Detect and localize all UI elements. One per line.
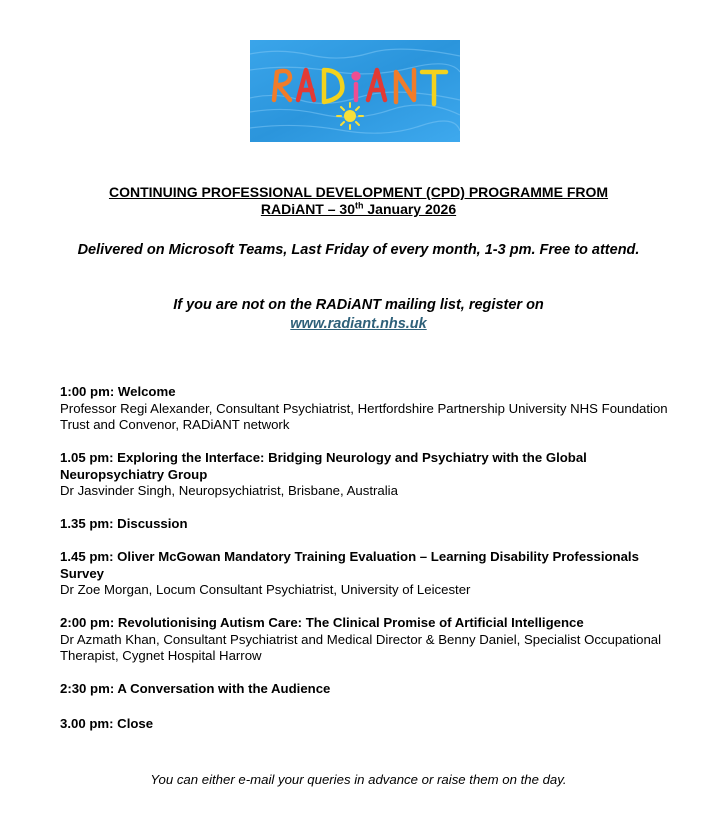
agenda-item-title: 1:00 pm: Welcome bbox=[60, 384, 176, 399]
agenda-item-title: 1.45 pm: Oliver McGowan Mandatory Training Evaluation – Learning Disability Professionals Survey bbox=[60, 549, 639, 581]
agenda-item bbox=[60, 681, 670, 698]
radiant-logo-image bbox=[250, 40, 460, 142]
heading-date-rest: January 2026 bbox=[363, 201, 457, 217]
heading-date-prefix: RADiANT – 30 bbox=[260, 201, 355, 217]
agenda-item-title: 1.35 pm: Discussion bbox=[60, 516, 188, 531]
agenda-item bbox=[60, 516, 670, 533]
register-link[interactable]: www.radiant.nhs.uk bbox=[290, 316, 427, 332]
agenda-item-title: 3.00 pm: Close bbox=[60, 716, 154, 731]
heading-date-suffix-sup: th bbox=[355, 200, 364, 211]
radiant-logo bbox=[250, 40, 460, 142]
agenda-item bbox=[60, 450, 670, 500]
footer-note: You can either e-mail your queries in advance or raise them on the day. bbox=[150, 772, 567, 787]
agenda-item-detail: Dr Zoe Morgan, Locum Consultant Psychiatrist, University of Leicester bbox=[60, 582, 471, 597]
register-note bbox=[60, 296, 657, 334]
agenda-item bbox=[60, 615, 670, 665]
register-text: If you are not on the RADiANT mailing list, register on bbox=[173, 297, 544, 313]
heading-line-2 bbox=[40, 201, 677, 218]
agenda-item-detail: Dr Jasvinder Singh, Neuropsychiatrist, Brisbane, Australia bbox=[60, 483, 398, 498]
agenda-item-title: 2:30 pm: A Conversation with the Audience bbox=[60, 681, 331, 696]
agenda-item bbox=[60, 384, 670, 434]
agenda-item-detail: Professor Regi Alexander, Consultant Psychiatrist, Hertfordshire Partnership University NHS Foundation Trust and Convenor, RADiANT network bbox=[60, 400, 668, 432]
agenda-item-title: 2:00 pm: Revolutionising Autism Care: The Clinical Promise of Artificial Intelligence bbox=[60, 615, 584, 630]
heading-line-1: CONTINUING PROFESSIONAL DEVELOPMENT (CPD) PROGRAMME FROM bbox=[108, 184, 609, 200]
agenda-item-detail: Dr Azmath Khan, Consultant Psychiatrist and Medical Director & Benny Daniel, Specialist Occupational Therapist, Cygnet Hospital Harrow bbox=[60, 631, 662, 663]
agenda-item-title: 1.05 pm: Exploring the Interface: Bridging Neurology and Psychiatry with the Global Neuropsychiatry Group bbox=[60, 450, 587, 482]
agenda-item bbox=[60, 716, 670, 733]
agenda-item bbox=[60, 549, 670, 599]
sun-icon bbox=[337, 103, 363, 129]
programme-heading bbox=[40, 184, 677, 218]
delivery-note: Delivered on Microsoft Teams, Last Friday of every month, 1-3 pm. Free to attend. bbox=[77, 242, 640, 258]
